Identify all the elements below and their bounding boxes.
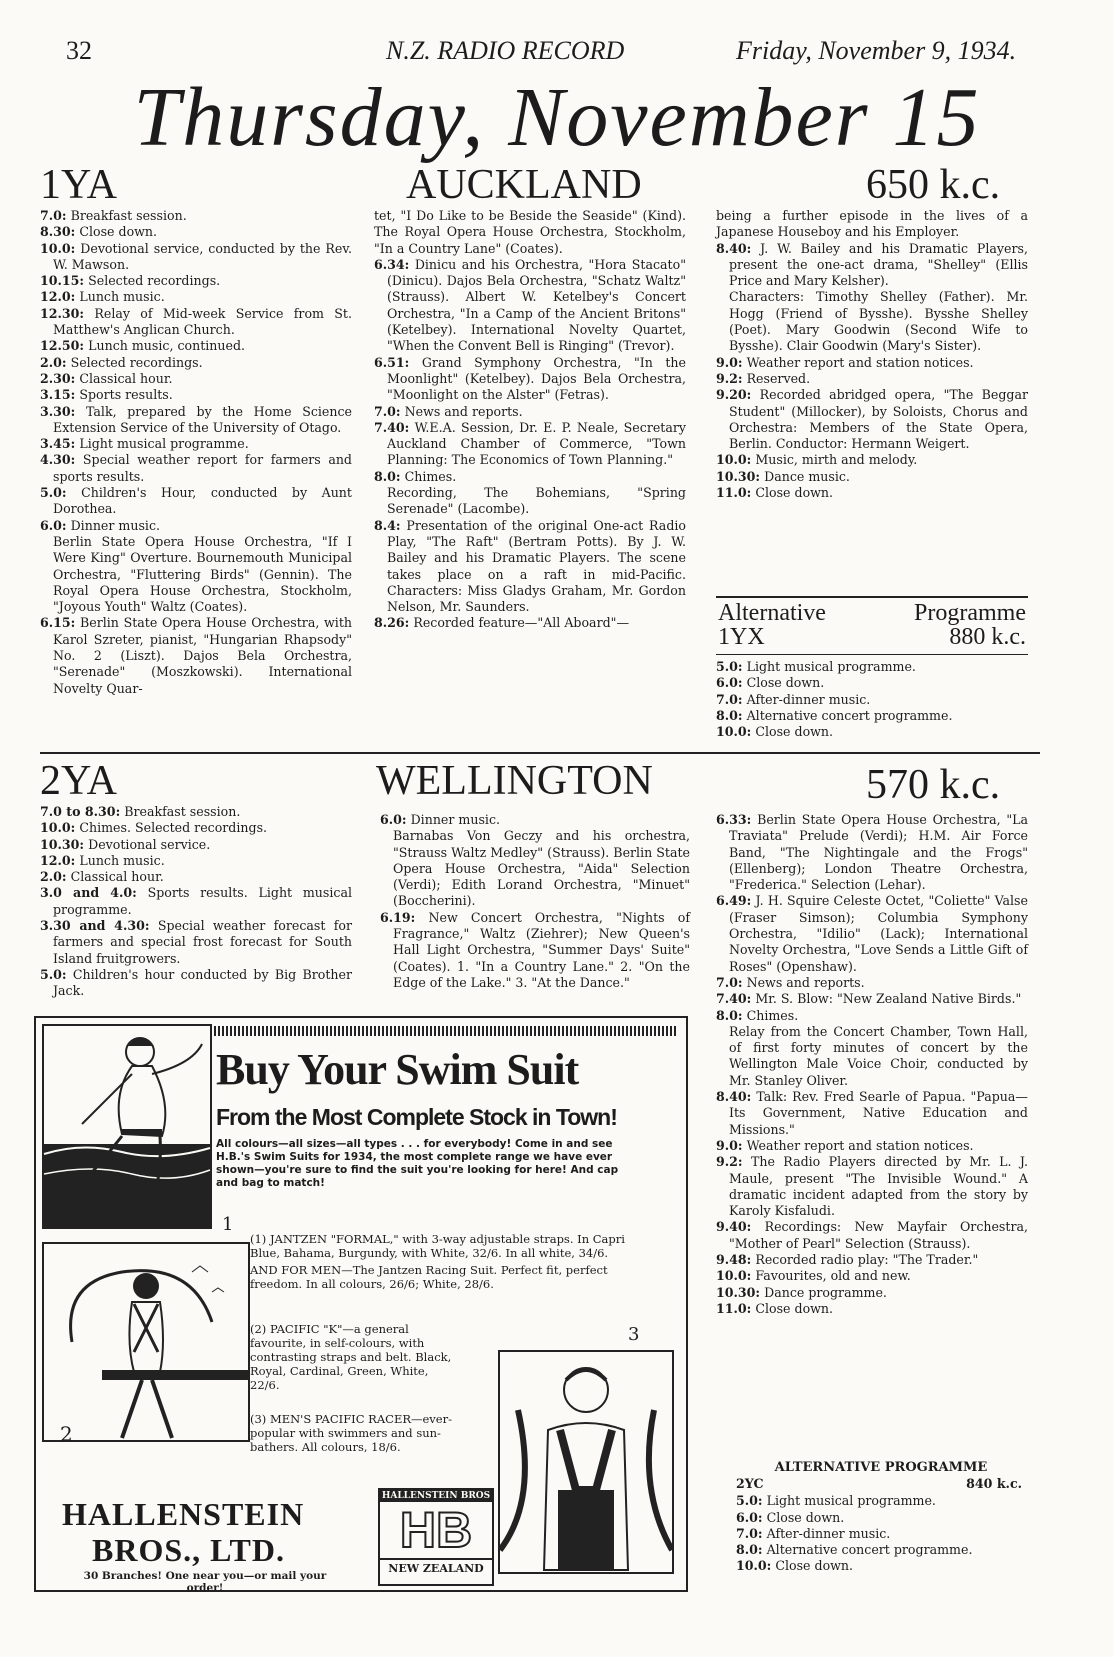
entry-text: Sports results. Light musical programme. — [53, 885, 352, 917]
entry-time: 12.0: — [40, 852, 76, 868]
entry-text: Chimes. — [746, 1007, 799, 1023]
ad-subheadline: From the Most Complete Stock in Town! — [216, 1104, 617, 1130]
ad-number-1: 1 — [222, 1214, 234, 1235]
entry-time: 10.0: — [716, 724, 752, 740]
schedule-entry — [736, 1510, 1026, 1526]
schedule-entry — [716, 975, 1028, 991]
entry-time: 7.40: — [374, 419, 410, 435]
entry-time: 3.30: — [40, 403, 76, 419]
entry-text: Talk, prepared by the Home Science Extension Service of the University of Otago. — [53, 403, 352, 435]
schedule-entry — [374, 355, 686, 404]
entry-text: Lunch music. — [79, 289, 165, 305]
entry-time: 8.30: — [40, 224, 76, 240]
entry-text: News and reports. — [746, 974, 865, 990]
schedule-entry — [40, 387, 352, 403]
entry-text: News and reports. — [404, 403, 523, 419]
entry-text: The Radio Players directed by Mr. L. J. Maule, present "The Invisible Wound." A dramatic incident adapted from the story by Karoly Kisfaludi. — [729, 1154, 1028, 1219]
alt-call-2yc: 2YC — [736, 1476, 764, 1492]
schedule-entry — [716, 452, 1028, 468]
schedule-entry — [40, 208, 352, 224]
ad-item-3: (3) MEN'S PACIFIC RACER—ever-popular with swimmers and sun-bathers. All colours, 18/6. — [250, 1412, 452, 1454]
hb-logo — [378, 1488, 494, 1586]
schedule-entry — [716, 659, 1028, 675]
entry-time: 7.0: — [716, 974, 743, 990]
schedule-entry — [716, 724, 1028, 740]
entry-text: Talk: Rev. Fred Searle of Papua. "Papua—Its Government, Native Education and Missions." — [729, 1089, 1028, 1137]
entry-text: Classical hour. — [70, 869, 164, 885]
entry-text: Devotional service, conducted by the Rev. W. Mawson. — [53, 240, 352, 272]
schedule-entry — [736, 1542, 1026, 1558]
entry-time: 7.0: — [716, 691, 743, 707]
entry-time: 5.0: — [40, 485, 67, 501]
schedule-entry — [40, 918, 352, 967]
entry-text: Dance music. — [764, 468, 850, 484]
entry-time: 9.2: — [716, 370, 743, 386]
entry-time: 6.0: — [380, 812, 407, 827]
entry-detail: Characters: Timothy Shelley (Father). Mr. Hogg (Friend of Bysshe). Bysshe Shelley (Poet). Mary Goodwin (Second Wife to Bysshe). Clair Goodwin (Mary's Sister). — [729, 289, 1028, 354]
entry-time: 6.15: — [40, 615, 76, 631]
ad-number-2: 2 — [60, 1422, 73, 1446]
entry-time: 10.0: — [40, 240, 76, 256]
schedule-entry — [716, 1154, 1028, 1219]
entry-time: 12.30: — [40, 305, 85, 321]
schedule-entry — [736, 1493, 1026, 1509]
entry-text: Dinicu and his Orchestra, "Hora Stacato" (Dinicu). Dajos Bela Orchestra, "Schatz Waltz" (Strauss). Albert W. Ketelbey's Concert Orchestra, "In a Camp of the Ancient Britons" (Ketelbey). International Novelty Quartet, "When the Convent Bell is Ringing" (Trevor). — [387, 256, 686, 354]
issue-date: Friday, November 9, 1934. — [736, 36, 1017, 65]
publication-title: N.Z. RADIO RECORD — [386, 36, 625, 65]
entry-time: 2.30: — [40, 370, 76, 386]
entry-text: Close down. — [755, 485, 834, 501]
schedule-entry — [716, 991, 1028, 1007]
entry-time: 3.15: — [40, 387, 76, 403]
entry-time: 9.0: — [716, 354, 743, 370]
entry-time: 3.45: — [40, 436, 76, 452]
entry-time: 6.33: — [716, 812, 752, 827]
entry-continued: being a further episode in the lives of a Japanese Houseboy and his Employer. — [716, 208, 1028, 240]
entry-time: 12.50: — [40, 338, 85, 354]
schedule-entry — [716, 1219, 1028, 1252]
entry-text: Close down. — [755, 724, 834, 740]
entry-text: Berlin State Opera House Orchestra, with Karol Szreter, pianist, "Hungarian Rhapsody" No. 2 (Liszt). Dajos Bela Orchestra, "Serenade" (Moszkowski). International Novelty Quar- — [53, 615, 352, 696]
entry-text: Favourites, old and new. — [755, 1268, 911, 1284]
schedule-entry — [40, 306, 352, 339]
entry-time: 7.0: — [374, 403, 401, 419]
company-name-line1: HALLENSTEIN — [62, 1496, 305, 1532]
alt-list-2yc — [736, 1493, 1026, 1574]
entry-time: 5.0: — [716, 659, 743, 674]
entry-text: Dinner music. — [410, 812, 501, 827]
schedule-entry — [40, 853, 352, 869]
entry-time: 10.15: — [40, 273, 85, 289]
entry-time: 9.40: — [716, 1219, 752, 1235]
entry-time: 6.0: — [736, 1509, 763, 1525]
alt-call-1yx: 1YX — [718, 624, 765, 650]
ad-item-2: (2) PACIFIC "K"—a general favourite, in self-colours, with contrasting straps and belt. Black, Royal, Cardinal, Green, White, 22/6. — [250, 1322, 452, 1392]
section-divider — [40, 752, 1040, 754]
entry-time: 10.30: — [716, 468, 761, 484]
entry-time: 4.30: — [40, 452, 76, 468]
entry-time: 5.0: — [736, 1493, 763, 1509]
entry-text: Chimes. Selected recordings. — [79, 820, 268, 836]
entry-time: 10.0: — [736, 1558, 772, 1574]
entry-text: Recorded feature—"All Aboard"— — [413, 615, 630, 631]
entry-text: Relay of Mid-week Service from St. Matthew's Anglican Church. — [53, 305, 352, 338]
entry-time: 3.30 and 4.30: — [40, 918, 150, 934]
entry-time: 7.0 to 8.30: — [40, 804, 121, 819]
schedule-entry — [716, 893, 1028, 974]
entry-time: 7.0: — [736, 1525, 763, 1541]
schedule-entry — [40, 837, 352, 853]
ad-headline: Buy Your Swim Suit — [216, 1045, 579, 1094]
page-number: 32 — [66, 36, 92, 65]
schedule-entry — [374, 420, 686, 469]
schedule-entry — [40, 273, 352, 289]
schedule-entry — [374, 469, 686, 485]
entry-text: Chimes. — [404, 468, 457, 484]
schedule-entry — [716, 469, 1028, 485]
station-city-auckland: AUCKLAND — [406, 162, 642, 208]
entry-time: 11.0: — [716, 1300, 752, 1316]
entry-time: 8.40: — [716, 1089, 752, 1105]
entry-text: Weather report and station notices. — [746, 1137, 974, 1153]
alt-freq-2yc: 840 k.c. — [966, 1476, 1022, 1492]
entry-detail: Recording, The Bohemians, "Spring Serenade" (Lacombe). — [387, 485, 686, 517]
schedule-entry — [716, 708, 1028, 724]
entry-text: Close down. — [79, 224, 158, 240]
entry-time: 9.48: — [716, 1252, 752, 1268]
entry-time: 6.19: — [380, 909, 416, 925]
entry-time: 9.20: — [716, 387, 752, 403]
day-title: Thursday, November 15 — [133, 71, 981, 164]
entry-text: Lunch music. — [79, 852, 165, 868]
entry-text: Breakfast session. — [124, 804, 241, 819]
column-2ya-3 — [716, 812, 1028, 1317]
ad-top-border — [214, 1026, 676, 1036]
entry-time: 6.34: — [374, 256, 410, 272]
entry-text: Classical hour. — [79, 370, 173, 386]
schedule-entry — [716, 355, 1028, 371]
entry-text: Alternative concert programme. — [746, 707, 953, 723]
entry-text: Presentation of the original One-act Radio Play, "The Raft" (Bertram Potts). By J. W. Bailey and his Dramatic Players. The scene takes place on a raft in mid-Pacific. Characters: Miss Gladys Graham, Mr. Gordon Nelson, Mr. Saunders. — [387, 517, 686, 615]
schedule-entry — [40, 355, 352, 371]
schedule-entry — [716, 371, 1028, 387]
entry-text: Light musical programme. — [746, 659, 916, 674]
schedule-entry — [40, 804, 352, 820]
ad-number-3: 3 — [628, 1324, 640, 1345]
ad-item-1b-text: AND FOR MEN—The Jantzen Racing Suit. Perfect fit, perfect freedom. In all colours, 26/6; White, 28/6. — [250, 1263, 608, 1291]
entry-time: 5.0: — [40, 966, 67, 982]
schedule-entry — [40, 436, 352, 452]
entry-text: Children's Hour, conducted by Aunt Dorothea. — [53, 485, 352, 517]
entry-text: Berlin State Opera House Orchestra, "La Traviata" Prelude (Verdi); H.M. Air Force Band, "The Nightingale and the Frogs" (Ellenberg); London Theatre Orchestra, "Frederica." Selection (Lehar). — [729, 812, 1028, 893]
schedule-entry — [716, 1138, 1028, 1154]
entry-time: 6.51: — [374, 354, 410, 370]
entry-text: Special weather forecast for farmers and special frost forecast for South Island fruitgrowers. — [53, 918, 352, 966]
alt-label-left: Alternative — [718, 600, 826, 626]
schedule-entry — [40, 518, 352, 534]
entry-text: W.E.A. Session, Dr. E. P. Neale, Secretary Auckland Chamber of Commerce, "Town Planning: The Economics of Town Planning." — [387, 419, 686, 468]
entry-time: 7.0: — [40, 208, 67, 223]
entry-detail: Barnabas Von Geczy and his orchestra, "Strauss Waltz Medley" (Strauss). Berlin State Opera House Orchestra, "Aida" Selection (Verdi); Edith Lorand Orchestra, "Minuet" (Boccherini). — [393, 828, 690, 909]
alt-list-1yx — [716, 654, 1028, 740]
logo-bottom-text: NEW ZEALAND — [380, 1558, 492, 1575]
schedule-entry — [40, 885, 352, 918]
company-name-line2: BROS., LTD. — [92, 1532, 285, 1568]
entry-time: 8.4: — [374, 517, 401, 533]
ad-branches: 30 Branches! One near you—or mail your order! — [83, 1570, 327, 1594]
entry-time: 10.30: — [40, 836, 85, 852]
entry-continued: tet, "I Do Like to be Beside the Seaside" (Kind). The Royal Opera House Orchestra, Stockholm, "In a Country Lane" (Coates). — [374, 208, 686, 256]
entry-text: Mr. S. Blow: "New Zealand Native Birds." — [755, 991, 1022, 1007]
schedule-entry — [716, 387, 1028, 452]
entry-text: New Concert Orchestra, "Nights of Fragrance," Waltz (Ziehrer); New Queen's Hall Light Orchestra, "Summer Days' Suite" (Coates). 1. "In a Country Lane." 2. "On the Edge of the Lake." 3. "At the Dance." — [393, 909, 690, 990]
entry-text: Recorded radio play: "The Trader." — [755, 1252, 979, 1268]
entry-time: 8.26: — [374, 615, 410, 631]
station-call-2ya: 2YA — [40, 758, 118, 804]
entry-text: Weather report and station notices. — [746, 354, 974, 370]
column-1ya-2 — [374, 208, 686, 632]
entry-text: Close down. — [766, 1509, 845, 1525]
schedule-entry — [374, 518, 686, 616]
entry-text: Devotional service. — [88, 836, 211, 852]
swimmer-illustration-2 — [42, 1242, 250, 1442]
entry-text: Light musical programme. — [79, 436, 249, 452]
entry-text: Grand Symphony Orchestra, "In the Moonlight" (Ketelbey). Dajos Bela Orchestra, "Moonlight on the Alster" (Fetras). — [387, 354, 686, 403]
schedule-entry — [374, 404, 686, 420]
entry-text: Close down. — [755, 1300, 834, 1316]
entry-time: 8.40: — [716, 240, 752, 256]
schedule-entry — [40, 224, 352, 240]
schedule-entry — [40, 615, 352, 696]
entry-text: Close down. — [746, 675, 825, 691]
schedule-entry — [736, 1526, 1026, 1542]
schedule-entry — [40, 967, 352, 1000]
entry-detail: Berlin State Opera House Orchestra, "If I Were King" Overture. Bournemouth Municipal Orchestra, "Fluttering Birds" (Gennin). The Royal Opera House Orchestra, Stockholm, "Joyous Youth" Waltz (Coates). — [53, 533, 352, 615]
entry-text: Close down. — [775, 1558, 854, 1574]
alternative-programme-2yc — [736, 1460, 1026, 1575]
station-call-1ya: 1YA — [40, 162, 118, 208]
entry-time: 3.0 and 4.0: — [40, 885, 137, 901]
column-1ya-3 — [716, 208, 1028, 501]
schedule-entry — [716, 485, 1028, 501]
schedule-entry — [716, 1008, 1028, 1024]
entry-text: Special weather report for farmers and sports results. — [53, 452, 352, 484]
entry-time: 10.30: — [716, 1284, 761, 1300]
entry-time: 10.0: — [716, 1268, 752, 1284]
schedule-entry — [380, 812, 690, 828]
entry-time: 2.0: — [40, 869, 67, 885]
schedule-entry — [374, 257, 686, 355]
column-2ya-2 — [380, 812, 690, 991]
entry-time: 8.0: — [716, 707, 743, 723]
alt-heading-2yc: ALTERNATIVE PROGRAMME — [774, 1460, 988, 1475]
schedule-entry — [40, 452, 352, 485]
schedule-entry — [716, 1268, 1028, 1284]
schedule-entry — [716, 1089, 1028, 1138]
entry-time: 8.0: — [736, 1542, 763, 1558]
entry-time: 6.0: — [40, 517, 67, 533]
entry-time: 8.0: — [374, 468, 401, 484]
schedule-entry — [716, 812, 1028, 893]
schedule-entry — [716, 1252, 1028, 1268]
entry-time: 6.0: — [716, 675, 743, 691]
swimsuit-advertisement — [34, 1016, 688, 1592]
entry-text: J. H. Squire Celeste Octet, "Coliette" Valse (Fraser Simson); Columbia Symphony Orchestra, "Idilio" (Lack); International Novelty Orchestra, "Love Sends a Little Gift of Roses" (Openshaw). — [729, 893, 1028, 974]
swimmer-illustration-1 — [42, 1024, 212, 1229]
entry-text: Children's hour conducted by Big Brother Jack. — [53, 966, 352, 999]
schedule-entry — [716, 675, 1028, 691]
schedule-entry — [716, 241, 1028, 290]
column-2ya-1 — [40, 804, 352, 1000]
entry-text: Alternative concert programme. — [766, 1542, 973, 1558]
station-freq-1ya: 650 k.c. — [866, 162, 1001, 208]
ad-item-1-text: (1) JANTZEN "FORMAL," with 3-way adjustable straps. In Capri Blue, Bahama, Burgundy, with White, 32/6. In all white, 34/6. — [250, 1232, 625, 1260]
entry-text: Dance programme. — [764, 1284, 887, 1300]
entry-time: 12.0: — [40, 289, 76, 305]
schedule-entry — [40, 485, 352, 518]
schedule-entry — [716, 1285, 1028, 1301]
schedule-entry — [40, 820, 352, 836]
entry-time: 6.49: — [716, 893, 752, 909]
station-city-wellington: WELLINGTON — [376, 758, 653, 804]
entry-time: 9.0: — [716, 1137, 743, 1153]
entry-text: Sports results. — [79, 387, 173, 403]
entry-text: After-dinner music. — [766, 1525, 891, 1541]
alternative-programme-1yx — [716, 596, 1028, 740]
logo-top-text: HALLENSTEIN BROS — [381, 1491, 491, 1501]
entry-text: J. W. Bailey and his Dramatic Players, present the one-act drama, "Shelley" (Ellis Price and Mary Kelsher). — [729, 240, 1028, 289]
schedule-entry — [40, 289, 352, 305]
entry-time: 2.0: — [40, 354, 67, 370]
alt-freq-1yx: 880 k.c. — [949, 624, 1026, 650]
swimmer-illustration-3 — [498, 1350, 674, 1574]
entry-time: 10.0: — [40, 820, 76, 836]
entry-text: Light musical programme. — [766, 1493, 936, 1509]
entry-text: Music, mirth and melody. — [755, 452, 918, 468]
entry-text: Breakfast session. — [70, 208, 187, 223]
schedule-entry — [40, 241, 352, 274]
entry-time: 9.2: — [716, 1154, 743, 1170]
entry-detail: Relay from the Concert Chamber, Town Hall, of first forty minutes of concert by the Wellington Male Voice Choir, conducted by Mr. Stanley Oliver. — [729, 1023, 1028, 1088]
schedule-entry — [736, 1558, 1026, 1574]
alt-label-right: Programme — [914, 600, 1026, 626]
entry-time: 7.40: — [716, 991, 752, 1007]
entry-text: Recorded abridged opera, "The Beggar Student" (Millocker), by Soloists, Chorus and Orchestra: Members of the State Opera, Berlin. Conductor: Hermann Weigert. — [729, 387, 1028, 452]
schedule-entry — [380, 910, 690, 991]
entry-time: 8.0: — [716, 1007, 743, 1023]
entry-text: Recordings: New Mayfair Orchestra, "Mother of Pearl" Selection (Strauss). — [729, 1219, 1028, 1251]
entry-text: Dinner music. — [70, 517, 161, 533]
schedule-entry — [40, 404, 352, 437]
schedule-entry — [374, 615, 686, 631]
ad-item-1 — [250, 1232, 626, 1291]
entry-time: 11.0: — [716, 485, 752, 501]
entry-text: Reserved. — [746, 370, 811, 386]
entry-text: Lunch music, continued. — [88, 338, 246, 354]
station-freq-2ya: 570 k.c. — [866, 762, 1001, 808]
entry-text: Selected recordings. — [88, 273, 221, 289]
entry-text: Selected recordings. — [70, 354, 203, 370]
schedule-entry — [716, 1301, 1028, 1317]
schedule-entry — [40, 371, 352, 387]
schedule-entry — [716, 692, 1028, 708]
entry-time: 10.0: — [716, 452, 752, 468]
logo-monogram: HB — [399, 1502, 473, 1558]
ad-intro: All colours—all sizes—all types . . . for everybody! Come in and see H.B.'s Swim Suits for 1934, the most complete range we have ever shown—you're sure to find the suit you're looking for here! And cap and bag to match! — [216, 1138, 619, 1189]
schedule-entry — [40, 869, 352, 885]
entry-text: After-dinner music. — [746, 691, 871, 707]
column-1ya-1 — [40, 208, 352, 697]
schedule-entry — [40, 338, 352, 354]
